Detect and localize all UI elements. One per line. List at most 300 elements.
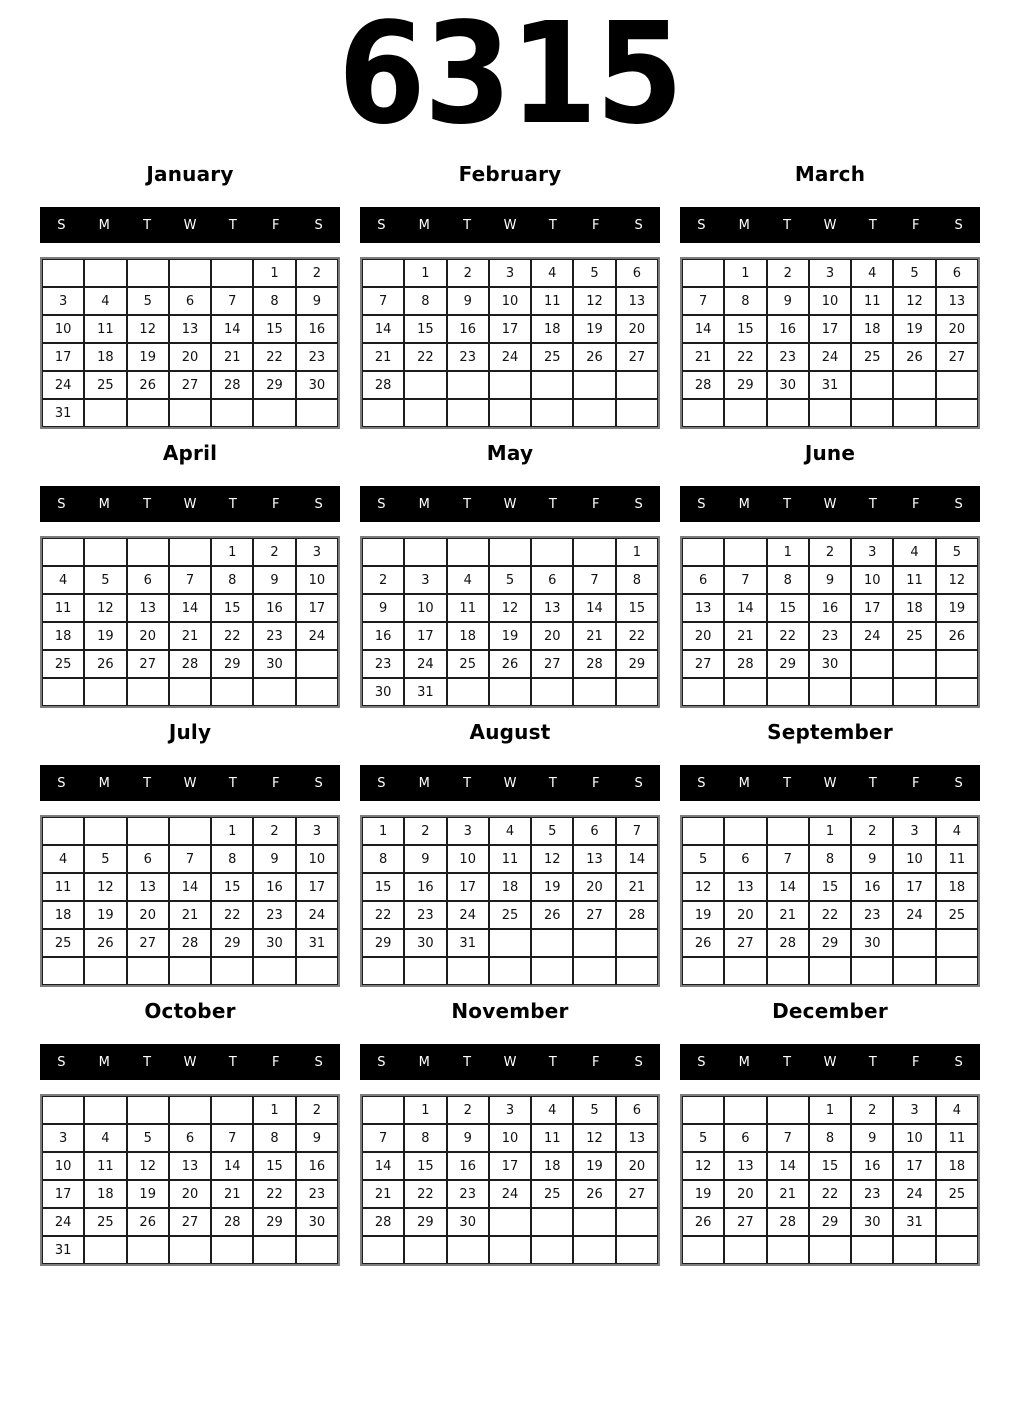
day-cell: 24	[809, 343, 851, 371]
day-cell: 31	[893, 1208, 935, 1236]
day-cell: 4	[893, 538, 935, 566]
week-row	[682, 594, 978, 622]
day-cell: 28	[616, 901, 658, 929]
day-cell: 9	[447, 287, 489, 315]
day-cell: 2	[851, 1096, 893, 1124]
day-cell: 15	[362, 873, 404, 901]
day-cell: 29	[404, 1208, 446, 1236]
empty-day-cell	[84, 678, 126, 706]
dow-cell: F	[271, 775, 280, 791]
dow-cell: W	[823, 1054, 837, 1070]
week-row	[42, 1180, 338, 1208]
day-cell: 2	[253, 817, 295, 845]
empty-day-cell	[682, 1236, 724, 1264]
day-cell: 5	[127, 1124, 169, 1152]
week-row	[42, 622, 338, 650]
dow-cell: S	[314, 217, 323, 233]
dow-cell: S	[377, 1054, 386, 1070]
month-grid	[40, 1094, 340, 1266]
dow-header	[360, 765, 660, 801]
empty-day-cell	[616, 1208, 658, 1236]
day-cell: 1	[253, 259, 295, 287]
day-cell: 23	[296, 1180, 338, 1208]
dow-cell: T	[868, 217, 877, 233]
day-cell: 15	[404, 1152, 446, 1180]
month-block-january	[40, 150, 340, 429]
empty-day-cell	[682, 817, 724, 845]
day-cell: 8	[404, 287, 446, 315]
empty-day-cell	[682, 678, 724, 706]
empty-day-cell	[531, 1236, 573, 1264]
day-cell: 30	[296, 1208, 338, 1236]
week-row	[682, 901, 978, 929]
day-cell: 30	[253, 650, 295, 678]
empty-day-cell	[851, 399, 893, 427]
day-cell: 15	[724, 315, 766, 343]
empty-day-cell	[573, 1236, 615, 1264]
week-row	[682, 1124, 978, 1152]
dow-cell: S	[377, 217, 386, 233]
empty-day-cell	[489, 399, 531, 427]
empty-day-cell	[893, 371, 935, 399]
day-cell: 7	[767, 845, 809, 873]
day-cell: 13	[682, 594, 724, 622]
day-cell: 12	[573, 1124, 615, 1152]
day-cell: 7	[724, 566, 766, 594]
dow-header	[40, 486, 340, 522]
empty-day-cell	[851, 957, 893, 985]
dow-cell: W	[183, 217, 197, 233]
empty-day-cell	[936, 957, 978, 985]
dow-cell: T	[548, 775, 557, 791]
empty-day-cell	[404, 371, 446, 399]
empty-day-cell	[42, 678, 84, 706]
day-cell: 18	[936, 1152, 978, 1180]
day-cell: 21	[211, 343, 253, 371]
day-cell: 24	[893, 1180, 935, 1208]
empty-day-cell	[724, 1096, 766, 1124]
week-row	[362, 650, 658, 678]
dow-cell: S	[377, 496, 386, 512]
day-cell: 1	[724, 259, 766, 287]
day-cell: 11	[42, 873, 84, 901]
dow-cell: T	[548, 217, 557, 233]
day-cell: 25	[531, 343, 573, 371]
empty-day-cell	[84, 1236, 126, 1264]
empty-day-cell	[404, 399, 446, 427]
week-row	[682, 1180, 978, 1208]
dow-cell: S	[954, 775, 963, 791]
empty-day-cell	[489, 929, 531, 957]
day-cell: 13	[724, 1152, 766, 1180]
empty-day-cell	[851, 678, 893, 706]
empty-day-cell	[404, 957, 446, 985]
months-grid	[0, 150, 1020, 1266]
day-cell: 5	[682, 845, 724, 873]
day-cell: 3	[893, 1096, 935, 1124]
week-row	[42, 1124, 338, 1152]
empty-day-cell	[893, 650, 935, 678]
dow-cell: F	[911, 217, 920, 233]
dow-cell: S	[954, 1054, 963, 1070]
day-cell: 12	[127, 315, 169, 343]
day-cell: 20	[573, 873, 615, 901]
day-cell: 9	[851, 845, 893, 873]
day-cell: 13	[127, 873, 169, 901]
week-row	[362, 873, 658, 901]
day-cell: 9	[447, 1124, 489, 1152]
day-cell: 27	[616, 1180, 658, 1208]
week-row	[362, 817, 658, 845]
day-cell: 12	[893, 287, 935, 315]
day-cell: 11	[936, 1124, 978, 1152]
empty-day-cell	[724, 817, 766, 845]
day-cell: 2	[253, 538, 295, 566]
dow-cell: M	[738, 775, 750, 791]
dow-cell: F	[271, 217, 280, 233]
day-cell: 18	[84, 1180, 126, 1208]
week-row	[682, 1096, 978, 1124]
empty-day-cell	[211, 399, 253, 427]
month-block-december	[680, 987, 980, 1266]
day-cell: 12	[936, 566, 978, 594]
day-cell: 17	[404, 622, 446, 650]
day-cell: 18	[936, 873, 978, 901]
day-cell: 27	[936, 343, 978, 371]
day-cell: 17	[893, 873, 935, 901]
empty-day-cell	[404, 1236, 446, 1264]
day-cell: 1	[404, 1096, 446, 1124]
day-cell: 17	[893, 1152, 935, 1180]
dow-cell: T	[143, 496, 152, 512]
empty-day-cell	[682, 538, 724, 566]
day-cell: 5	[936, 538, 978, 566]
empty-day-cell	[616, 678, 658, 706]
day-cell: 10	[809, 287, 851, 315]
day-cell: 19	[573, 1152, 615, 1180]
day-cell: 28	[169, 650, 211, 678]
empty-day-cell	[169, 957, 211, 985]
day-cell: 28	[724, 650, 766, 678]
month-grid	[360, 815, 660, 987]
day-cell: 16	[851, 1152, 893, 1180]
dow-cell: S	[634, 217, 643, 233]
month-block-july	[40, 708, 340, 987]
week-row	[682, 343, 978, 371]
week-row	[42, 845, 338, 873]
day-cell: 1	[211, 817, 253, 845]
day-cell: 5	[531, 817, 573, 845]
day-cell: 28	[767, 1208, 809, 1236]
empty-day-cell	[767, 678, 809, 706]
day-cell: 21	[767, 901, 809, 929]
day-cell: 25	[893, 622, 935, 650]
day-cell: 10	[404, 594, 446, 622]
day-cell: 16	[767, 315, 809, 343]
day-cell: 3	[447, 817, 489, 845]
day-cell: 7	[362, 287, 404, 315]
dow-cell: T	[228, 775, 237, 791]
day-cell: 31	[404, 678, 446, 706]
day-cell: 9	[253, 845, 295, 873]
day-cell: 5	[84, 566, 126, 594]
empty-day-cell	[767, 1096, 809, 1124]
week-row	[42, 566, 338, 594]
day-cell: 6	[724, 1124, 766, 1152]
day-cell: 7	[573, 566, 615, 594]
day-cell: 11	[42, 594, 84, 622]
month-title: February	[458, 162, 562, 186]
month-block-november	[360, 987, 660, 1266]
dow-cell: F	[271, 496, 280, 512]
empty-day-cell	[42, 538, 84, 566]
day-cell: 6	[936, 259, 978, 287]
dow-cell: F	[911, 1054, 920, 1070]
day-cell: 5	[682, 1124, 724, 1152]
day-cell: 31	[42, 399, 84, 427]
day-cell: 16	[253, 594, 295, 622]
day-cell: 19	[489, 622, 531, 650]
day-cell: 5	[573, 1096, 615, 1124]
day-cell: 18	[531, 315, 573, 343]
dow-cell: T	[868, 1054, 877, 1070]
empty-day-cell	[682, 399, 724, 427]
empty-day-cell	[531, 957, 573, 985]
day-cell: 29	[616, 650, 658, 678]
week-row	[682, 538, 978, 566]
day-cell: 24	[489, 343, 531, 371]
empty-day-cell	[169, 817, 211, 845]
day-cell: 18	[42, 622, 84, 650]
week-row	[362, 678, 658, 706]
day-cell: 6	[127, 845, 169, 873]
day-cell: 8	[404, 1124, 446, 1152]
day-cell: 5	[489, 566, 531, 594]
dow-cell: S	[634, 1054, 643, 1070]
day-cell: 20	[682, 622, 724, 650]
empty-day-cell	[573, 678, 615, 706]
day-cell: 6	[682, 566, 724, 594]
day-cell: 4	[84, 1124, 126, 1152]
day-cell: 4	[531, 259, 573, 287]
day-cell: 7	[767, 1124, 809, 1152]
dow-cell: S	[634, 775, 643, 791]
month-block-october	[40, 987, 340, 1266]
day-cell: 26	[682, 1208, 724, 1236]
dow-cell: S	[57, 496, 66, 512]
empty-day-cell	[296, 678, 338, 706]
empty-day-cell	[169, 399, 211, 427]
day-cell: 9	[809, 566, 851, 594]
month-block-march	[680, 150, 980, 429]
day-cell: 26	[573, 343, 615, 371]
day-cell: 8	[767, 566, 809, 594]
empty-day-cell	[362, 538, 404, 566]
day-cell: 9	[404, 845, 446, 873]
month-grid	[40, 257, 340, 429]
day-cell: 23	[767, 343, 809, 371]
empty-day-cell	[809, 1236, 851, 1264]
empty-day-cell	[573, 957, 615, 985]
empty-day-cell	[447, 1236, 489, 1264]
week-row	[362, 566, 658, 594]
empty-day-cell	[127, 399, 169, 427]
empty-day-cell	[936, 371, 978, 399]
dow-cell: T	[868, 496, 877, 512]
day-cell: 6	[616, 1096, 658, 1124]
month-grid	[680, 1094, 980, 1266]
empty-day-cell	[893, 1236, 935, 1264]
day-cell: 19	[127, 1180, 169, 1208]
day-cell: 17	[42, 343, 84, 371]
day-cell: 12	[489, 594, 531, 622]
day-cell: 26	[127, 371, 169, 399]
day-cell: 14	[211, 315, 253, 343]
day-cell: 9	[253, 566, 295, 594]
day-cell: 12	[84, 594, 126, 622]
empty-day-cell	[127, 957, 169, 985]
day-cell: 18	[84, 343, 126, 371]
empty-day-cell	[84, 399, 126, 427]
day-cell: 16	[296, 1152, 338, 1180]
day-cell: 2	[362, 566, 404, 594]
empty-day-cell	[573, 929, 615, 957]
dow-cell: S	[57, 217, 66, 233]
week-row	[362, 929, 658, 957]
dow-cell: W	[183, 1054, 197, 1070]
empty-day-cell	[489, 1236, 531, 1264]
day-cell: 18	[531, 1152, 573, 1180]
day-cell: 19	[682, 1180, 724, 1208]
day-cell: 17	[296, 594, 338, 622]
day-cell: 16	[404, 873, 446, 901]
empty-day-cell	[724, 538, 766, 566]
day-cell: 14	[767, 873, 809, 901]
dow-cell: T	[463, 217, 472, 233]
day-cell: 27	[724, 1208, 766, 1236]
day-cell: 2	[767, 259, 809, 287]
empty-day-cell	[447, 371, 489, 399]
dow-cell: W	[183, 775, 197, 791]
week-row	[362, 622, 658, 650]
day-cell: 29	[809, 1208, 851, 1236]
dow-cell: T	[143, 1054, 152, 1070]
day-cell: 2	[447, 1096, 489, 1124]
dow-header	[680, 207, 980, 243]
day-cell: 24	[42, 371, 84, 399]
day-cell: 19	[936, 594, 978, 622]
day-cell: 6	[573, 817, 615, 845]
day-cell: 4	[851, 259, 893, 287]
week-row	[682, 1236, 978, 1264]
day-cell: 25	[531, 1180, 573, 1208]
empty-day-cell	[211, 678, 253, 706]
empty-day-cell	[616, 399, 658, 427]
dow-cell: M	[738, 496, 750, 512]
week-row	[362, 538, 658, 566]
day-cell: 2	[404, 817, 446, 845]
empty-day-cell	[809, 399, 851, 427]
dow-cell: T	[783, 496, 792, 512]
day-cell: 26	[84, 650, 126, 678]
empty-day-cell	[362, 1096, 404, 1124]
day-cell: 8	[809, 845, 851, 873]
empty-day-cell	[573, 1208, 615, 1236]
week-row	[682, 622, 978, 650]
empty-day-cell	[531, 371, 573, 399]
empty-day-cell	[851, 650, 893, 678]
day-cell: 17	[809, 315, 851, 343]
week-row	[362, 1096, 658, 1124]
day-cell: 28	[169, 929, 211, 957]
day-cell: 4	[84, 287, 126, 315]
day-cell: 18	[42, 901, 84, 929]
day-cell: 5	[127, 287, 169, 315]
week-row	[42, 594, 338, 622]
day-cell: 18	[447, 622, 489, 650]
dow-cell: T	[868, 775, 877, 791]
dow-cell: S	[954, 496, 963, 512]
day-cell: 20	[531, 622, 573, 650]
day-cell: 15	[211, 594, 253, 622]
day-cell: 10	[893, 845, 935, 873]
empty-day-cell	[489, 957, 531, 985]
empty-day-cell	[127, 259, 169, 287]
day-cell: 14	[616, 845, 658, 873]
day-cell: 21	[724, 622, 766, 650]
dow-header	[360, 486, 660, 522]
empty-day-cell	[616, 957, 658, 985]
day-cell: 6	[531, 566, 573, 594]
day-cell: 26	[936, 622, 978, 650]
month-grid	[360, 1094, 660, 1266]
day-cell: 5	[84, 845, 126, 873]
day-cell: 1	[616, 538, 658, 566]
dow-cell: S	[954, 217, 963, 233]
dow-cell: M	[418, 496, 430, 512]
day-cell: 9	[767, 287, 809, 315]
day-cell: 19	[531, 873, 573, 901]
week-row	[42, 678, 338, 706]
day-cell: 13	[936, 287, 978, 315]
day-cell: 14	[169, 594, 211, 622]
week-row	[682, 287, 978, 315]
dow-cell: S	[57, 1054, 66, 1070]
empty-day-cell	[724, 399, 766, 427]
week-row	[362, 315, 658, 343]
day-cell: 5	[573, 259, 615, 287]
day-cell: 24	[42, 1208, 84, 1236]
dow-header	[40, 207, 340, 243]
dow-cell: M	[418, 217, 430, 233]
day-cell: 23	[362, 650, 404, 678]
empty-day-cell	[893, 957, 935, 985]
dow-cell: T	[783, 217, 792, 233]
dow-header	[680, 765, 980, 801]
week-row	[42, 957, 338, 985]
day-cell: 26	[127, 1208, 169, 1236]
day-cell: 14	[724, 594, 766, 622]
day-cell: 28	[362, 1208, 404, 1236]
day-cell: 29	[211, 650, 253, 678]
week-row	[42, 371, 338, 399]
day-cell: 30	[851, 1208, 893, 1236]
week-row	[362, 371, 658, 399]
empty-day-cell	[767, 817, 809, 845]
day-cell: 25	[42, 650, 84, 678]
dow-cell: S	[634, 496, 643, 512]
empty-day-cell	[489, 678, 531, 706]
